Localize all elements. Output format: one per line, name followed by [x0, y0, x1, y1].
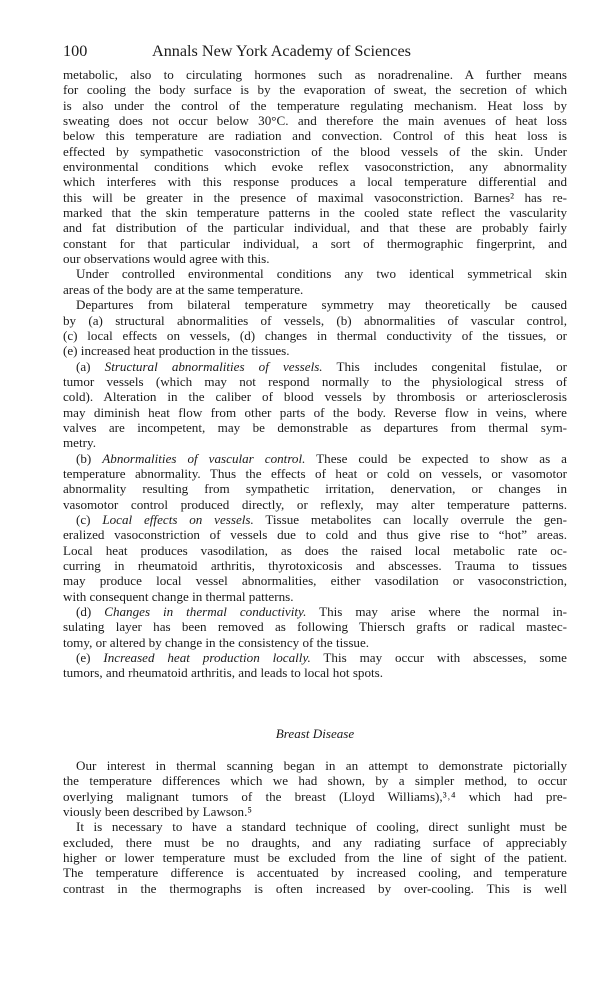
running-header	[63, 42, 567, 62]
text-line	[63, 865, 567, 880]
text-line	[63, 619, 567, 634]
line-text: tumors, and rheumatoid arthritis, and leads to local hot spots.	[63, 665, 384, 681]
line-text: contrast in the thermographs is often increased by over-cooling. This is well	[63, 880, 567, 896]
text-line	[63, 589, 567, 604]
text-line	[63, 113, 567, 128]
line-text-rest: Tissue metabolites can locally overrule the gen-	[253, 511, 567, 527]
line-text: (d)	[76, 604, 105, 620]
text-line	[63, 558, 567, 573]
line-text: marked that the skin temperature patterns in the cooled state reflect the vascularity	[63, 205, 567, 221]
line-text: is also under the control of the temperature regulating mechanism. Heat loss by	[63, 97, 567, 113]
line-text: temperature abnormality. Thus the effects of heat or cold on vessels, or vasomotor	[63, 465, 567, 481]
line-text: (e)	[76, 650, 104, 666]
text-line	[63, 435, 567, 450]
line-text: curring in rheumatoid arthritis, thyrotoxicosis and abscesses. Trauma to tissues	[63, 558, 567, 573]
text-line	[63, 389, 567, 404]
text-line	[63, 343, 567, 358]
line-text: and fat distribution of the particular individual, and that these are probably fairly	[63, 220, 567, 236]
text-line	[63, 481, 567, 496]
text-line	[63, 67, 567, 82]
text-line	[63, 236, 567, 251]
line-text: (a)	[76, 358, 105, 374]
text-line	[63, 758, 567, 773]
line-text: metabolic, also to circulating hormones such as noradrenaline. A further means	[63, 67, 567, 82]
text-line	[63, 466, 567, 481]
text-line	[63, 635, 567, 650]
italic-subheading: Local effects on vessels.	[102, 511, 254, 527]
line-text: (e) increased heat production in the tissues.	[63, 343, 290, 359]
text-line	[63, 850, 567, 865]
text-line	[63, 328, 567, 343]
text-line	[63, 82, 567, 97]
text-line	[63, 512, 567, 527]
line-text: effected by sympathetic vasoconstriction of the blood vessels of the skin. Under	[63, 143, 567, 159]
body-text-section-2	[63, 758, 567, 896]
text-line	[63, 159, 567, 174]
line-text: (b)	[76, 450, 103, 466]
line-text: (c) local effects on vessels, (d) changes in thermal conductivity of the tissues, or	[63, 327, 567, 343]
line-text: overlying malignant tumors of the breast (Lloyd Williams),³˒⁴ which had pre-	[63, 788, 567, 804]
line-text: our observations would agree with this.	[63, 251, 270, 267]
text-line	[63, 251, 567, 266]
text-line	[63, 804, 567, 819]
text-line	[63, 174, 567, 189]
line-text: with consequent change in thermal patterns.	[63, 588, 294, 604]
text-line	[63, 266, 567, 281]
line-text: It is necessary to have a standard technique of cooling, direct sunlight must be	[76, 819, 567, 835]
line-text: the temperature differences which we had shown, by a simpler method, to occur	[63, 773, 567, 789]
text-line	[63, 128, 567, 143]
text-line	[63, 205, 567, 220]
text-line	[63, 282, 567, 297]
line-text: for cooling the body surface is by the evaporation of sweat, the secretion of which	[63, 82, 567, 98]
text-line	[63, 604, 567, 619]
line-text-rest: These could be expected to show as a	[305, 450, 567, 466]
line-text: viously been described by Lawson.⁵	[63, 804, 252, 820]
line-text-rest: This includes congenital fistulae, or	[322, 358, 567, 374]
section-heading-breast-disease: Breast Disease	[275, 726, 355, 741]
text-line	[63, 543, 567, 558]
text-line	[63, 313, 567, 328]
line-text: abnormality resulting from sympathetic irritation, denervation, or changes in	[63, 481, 567, 497]
text-line	[63, 451, 567, 466]
line-text: below this temperature are radiation and convection. Control of this heat loss is	[63, 128, 567, 144]
italic-subheading: Structural abnormalities of vessels.	[104, 358, 323, 374]
line-text-rest: This may arise where the normal in-	[306, 604, 567, 620]
line-text: valves are incompetent, may be demonstrable as departures from thermal sym-	[63, 419, 567, 435]
page-number: 100	[63, 42, 88, 60]
line-text: vasomotor control produced directly, or reflexly, may alter temperature patterns.	[63, 496, 567, 512]
text-line	[63, 144, 567, 159]
line-text: which interferes with this response produces a local temperature differential and	[63, 174, 567, 190]
line-text: this will be greater in the presence of maximal vasoconstriction. Barnes² has re-	[63, 189, 567, 205]
text-line	[63, 650, 567, 665]
text-line	[63, 665, 567, 680]
body-text-section-1	[63, 67, 567, 681]
line-text: Departures from bilateral temperature symmetry may theoretically be caused	[76, 297, 567, 313]
text-line	[63, 819, 567, 834]
text-line	[63, 573, 567, 588]
italic-subheading: Abnormalities of vascular control.	[102, 450, 306, 466]
text-line	[63, 190, 567, 205]
text-line	[63, 405, 567, 420]
line-text: excluded, there must be no draughts, and any radiating surface of appreciably	[63, 834, 567, 850]
line-text: cold). Alteration in the caliber of blood vessels by thrombosis or arteriosclerosis	[63, 389, 567, 405]
line-text: sulating layer has been removed as following Thiersch grafts or radical mastec-	[63, 619, 567, 635]
line-text: may produce local vessel abnormalities, either vasodilation or vasoconstriction,	[63, 573, 567, 589]
italic-subheading: Changes in thermal conductivity.	[104, 604, 307, 620]
text-line	[63, 835, 567, 850]
text-line	[63, 789, 567, 804]
line-text: tomy, or altered by change in the consistency of the tissue.	[63, 634, 370, 650]
text-line	[63, 527, 567, 542]
line-text-rest: This may occur with abscesses, some	[310, 650, 567, 666]
line-text: by (a) structural abnormalities of vessels, (b) abnormalities of vascular control,	[63, 312, 567, 328]
line-text: Local heat produces vasodilation, as does the raised local metabolic rate oc-	[63, 542, 567, 558]
line-text: Our interest in thermal scanning began in an attempt to demonstrate pictorially	[76, 758, 567, 773]
text-line	[63, 420, 567, 435]
text-line	[63, 773, 567, 788]
text-line	[63, 374, 567, 389]
line-text: areas of the body are at the same temperature.	[63, 281, 304, 297]
text-line	[63, 881, 567, 896]
text-line	[63, 297, 567, 312]
line-text: (c)	[76, 511, 103, 527]
line-text: metry.	[63, 435, 96, 451]
line-text: tumor vessels (which may not respond normally to the physiological stress of	[63, 373, 567, 389]
line-text: sweating does not occur below 30°C. and therefore the main avenues of heat loss	[63, 113, 567, 129]
journal-title: Annals New York Academy of Sciences	[152, 42, 411, 60]
italic-subheading: Increased heat production locally.	[103, 650, 311, 666]
line-text: constant for that particular individual, a sort of thermographic fingerprint, and	[63, 235, 567, 251]
line-text: environmental conditions which evoke reflex vasoconstriction, any abnormality	[63, 159, 567, 175]
line-text: Under controlled environmental conditions any two identical symmetrical skin	[76, 266, 567, 282]
line-text: higher or lower temperature must be excluded from the line of sight of the patient.	[63, 850, 567, 866]
line-text: eralized vasoconstriction of vessels due to cold and thus give rise to “hot” areas.	[63, 527, 567, 543]
text-line	[63, 220, 567, 235]
line-text: The temperature difference is accentuated by increased cooling, and temperature	[63, 865, 567, 881]
text-line	[63, 98, 567, 113]
text-line	[63, 497, 567, 512]
text-line	[63, 359, 567, 374]
line-text: may diminish heat flow from other parts of the body. Reverse flow in veins, where	[63, 404, 567, 420]
